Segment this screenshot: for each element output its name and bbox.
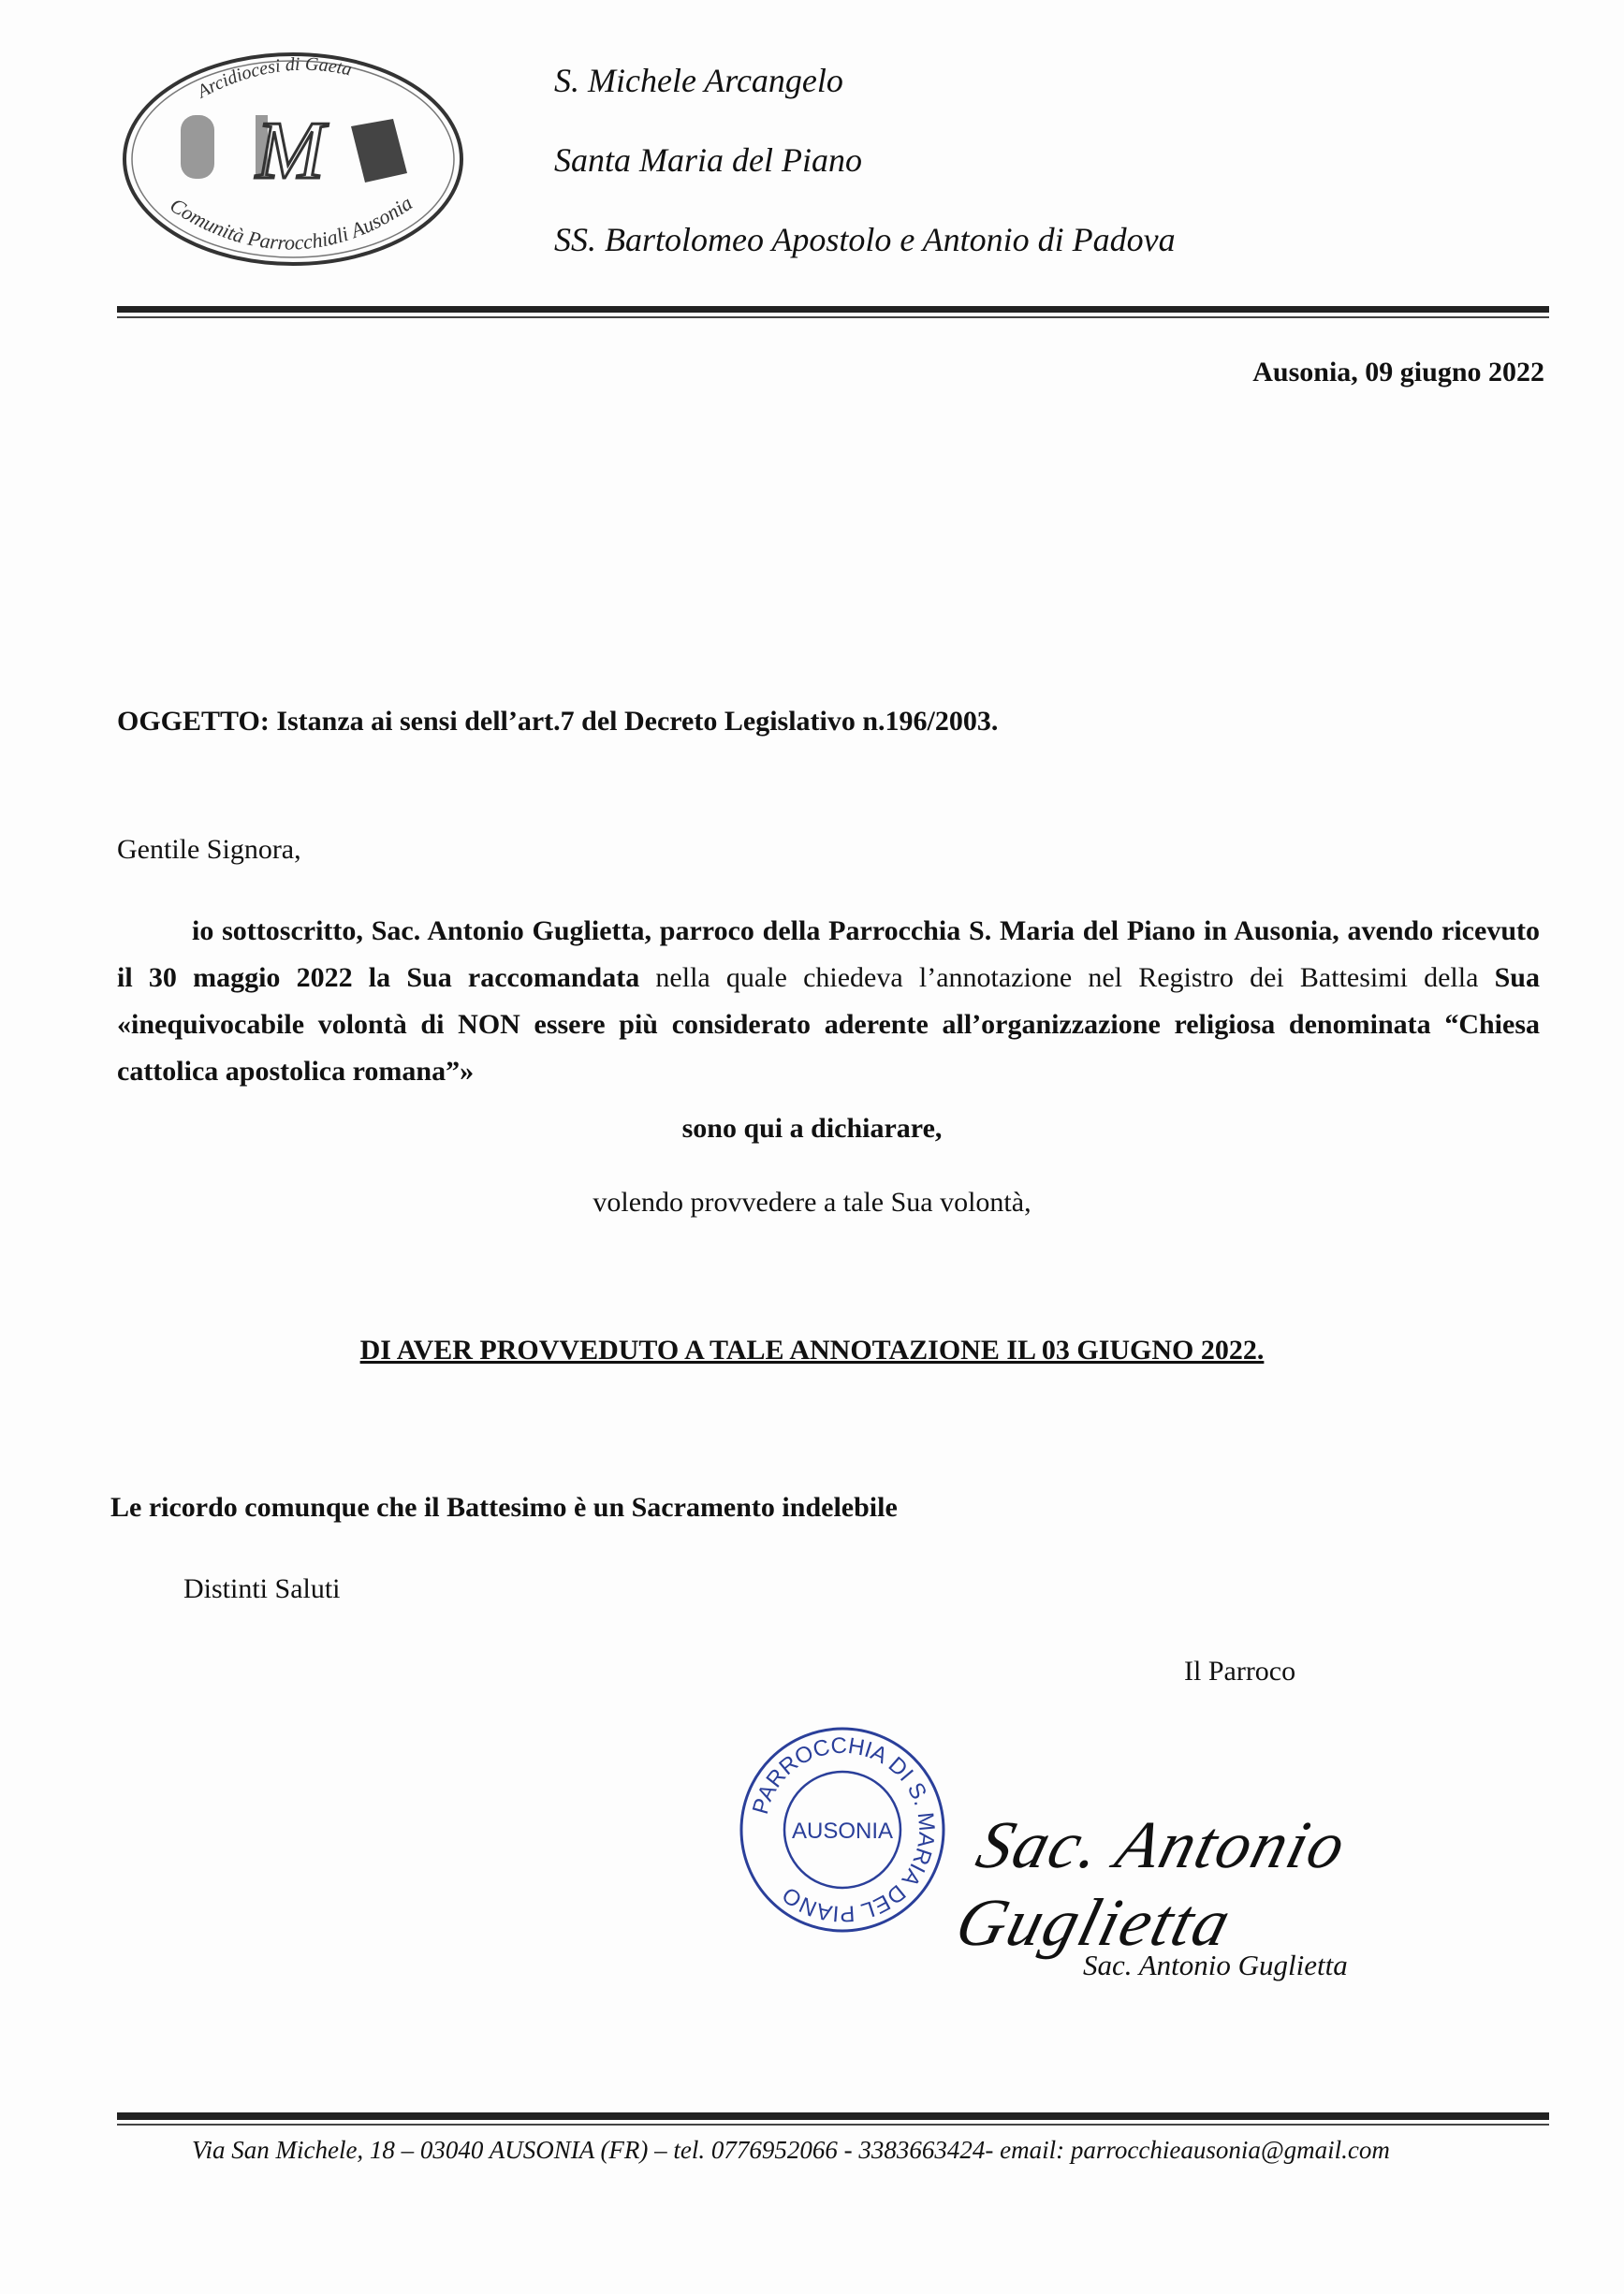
- salutation: Gentile Signora,: [117, 834, 301, 865]
- parish-logo: [117, 42, 468, 276]
- signer-name: Sac. Antonio Guglietta: [1083, 1949, 1348, 1981]
- subject: [117, 700, 998, 742]
- header-line-3: SS. Bartolomeo Apostolo e Antonio di Padova: [554, 221, 1176, 258]
- date: Ausonia, 09 giugno 2022: [1252, 357, 1544, 387]
- header-rule: [117, 306, 1549, 313]
- statement: DI AVER PROVVEDUTO A TALE ANNOTAZIONE IL 03 GIUGNO 2022.: [359, 1335, 1265, 1366]
- parish-stamp: [735, 1722, 950, 1937]
- reminder: Le ricordo comunque che il Battesimo è un Sacramento indelebile: [110, 1492, 898, 1523]
- paragraph-normal-1: nella quale chiedeva l’annotazione nel Registro dei Battesimi della: [639, 962, 1495, 993]
- svg-text:PARROCCHIA DI S. MARIA DEL PIA: PARROCCHIA DI S. MARIA DEL PIANO: [747, 1732, 940, 1927]
- footer-contact: Via San Michele, 18 – 03040 AUSONIA (FR) – tel. 0776952066 - 3383663424- email: parrocchieausonia@gmail.com: [192, 2136, 1390, 2164]
- signature: Sac. Antonio Guglietta: [948, 1807, 1355, 1960]
- paragraph-bold-1: io sottoscritto, Sac. Antonio Guglietta, parroco della Parrocchia S. Maria del Piano in Ausonia, avendo ricevuto il 30 maggio 2022 la Sua raccomandata: [117, 915, 1540, 993]
- paragraph-bold-2: Sua «inequivocabile volontà di NON essere più considerato aderente all’organizzazione religiosa denominata “Chiesa cattolica apostolica romana”»: [117, 962, 1540, 1087]
- subject-label: OGGETTO:: [117, 706, 270, 737]
- closing: Distinti Saluti: [183, 1573, 341, 1604]
- footer-rule-thin: [117, 2124, 1549, 2126]
- subject-text: Istanza ai sensi dell’art.7 del Decreto Legislativo n.196/2003.: [269, 706, 999, 737]
- svg-text:Comunità Parrocchiali Ausonia: Comunità Parrocchiali Ausonia: [166, 191, 417, 255]
- declaration: sono qui a dichiarare,: [681, 1113, 943, 1144]
- header-line-1: S. Michele Arcangelo: [554, 62, 843, 99]
- willing-text: volendo provvedere a tale Sua volontà,: [593, 1187, 1031, 1218]
- header-line-2: Santa Maria del Piano: [554, 141, 862, 179]
- body-paragraph: [117, 908, 1540, 1095]
- footer-rule: [117, 2112, 1549, 2120]
- svg-text:AUSONIA: AUSONIA: [791, 1819, 894, 1844]
- header-rule-thin: [117, 316, 1549, 318]
- svg-text:Arcidiocesi di Gaeta: Arcidiocesi di Gaeta: [194, 53, 354, 103]
- role: Il Parroco: [1184, 1656, 1296, 1687]
- svg-text:M: M: [256, 106, 325, 197]
